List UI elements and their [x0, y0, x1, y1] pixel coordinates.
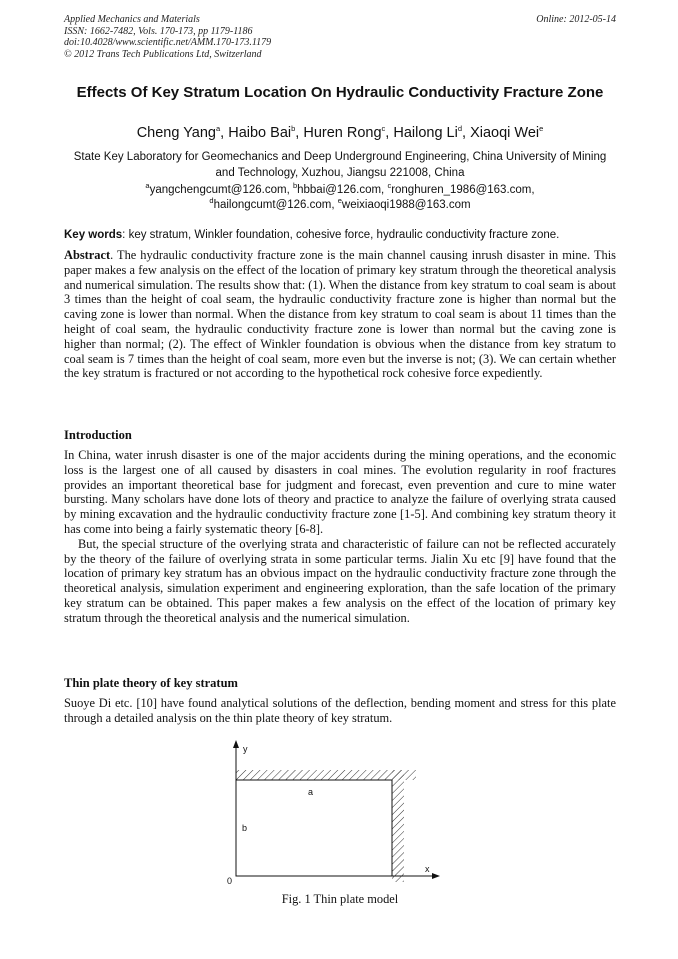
author-name: Hailong Li	[393, 125, 458, 141]
author-list: Cheng Yang$^a$, Haibo Bai$^b$, Huren Rong$^c$, Hailong Li$^d$, Xiaoqi Wei$^e$	[136, 124, 544, 141]
section-heading-introduction: Introduction	[64, 428, 132, 442]
thin-plate-figure	[214, 738, 454, 888]
keywords-label: Key words	[64, 229, 123, 241]
plate-label-a: a	[308, 787, 314, 797]
journal-name: Applied Mechanics and Materials	[64, 14, 200, 25]
author-name: Xiaoqi Wei	[470, 125, 540, 141]
journal-doi[interactable]: doi:10.4028/www.scientific.net/AMM.170-173.1179	[64, 37, 272, 48]
plate-label-b: b	[242, 823, 248, 833]
plate-rectangle	[236, 780, 392, 876]
section-heading-thin-plate: Thin plate theory of key stratum	[64, 676, 238, 690]
x-axis-label: x	[425, 864, 430, 874]
online-date: Online: 2012-05-14	[536, 14, 616, 25]
email-superscript: d	[209, 196, 214, 206]
author-superscript: d	[457, 124, 463, 134]
author-superscript: b	[291, 124, 296, 134]
y-axis-label: y	[243, 744, 248, 754]
email-superscript: b	[292, 181, 298, 191]
abstract: Abstract. The hydraulic conductivity fracture zone is the main channel causing inrush disaster in mine. This paper makes a few analysis on the effect of the location of primary key stratum through the theoretical analysis and numerical simulation. The results show that: (1). When the distance from key stratum to coal seam is about 3 times than the height of coal seam, the hydraulic conductivity fracture zone is higher than normal but the caving zone is lower than normal. When the distance from key stratum to coal seam is about 11 times than the height of coal seam, the hydraulic conductivity fracture zone is lower than normal but the caving zone is higher than normal; (2). The effect of Winkler foundation is obvious when the distance from key stratum to coal seam is 7 times than the height of coal seam, more even but the inverse is not; (3). We can certain whether the key stratum is fractured or not according to the hypothetical rock cohesive force expediently.	[64, 248, 616, 381]
email-address[interactable]: hailongcumt@126.com	[213, 199, 332, 211]
email-address[interactable]: yangchengcumt@126.com	[149, 184, 287, 196]
author-name: Huren Rong	[303, 125, 382, 141]
email-superscript: e	[337, 196, 342, 206]
abstract-label: Abstract	[64, 248, 111, 262]
journal-header	[64, 14, 616, 60]
email-superscript: a	[145, 181, 150, 191]
keywords-text: key stratum, Winkler foundation, cohesive force, hydraulic conductivity fracture zone.	[128, 229, 560, 241]
y-axis-arrow	[233, 740, 239, 748]
author-superscript: e	[539, 124, 544, 134]
author-superscript: a	[216, 124, 221, 134]
keywords: Key words: key stratum, Winkler foundation, cohesive force, hydraulic conductivity fracture zone.	[64, 229, 560, 241]
section-thin-plate	[64, 696, 616, 726]
author-superscript: c	[381, 124, 386, 134]
email-address[interactable]: hbbai@126.com	[297, 184, 382, 196]
paragraph: In China, water inrush disaster is one of the major accidents during the mining operations, and the economic loss is the largest one of all caused by disasters in coal mines. The evolution regularity in roof fractures provides an important theoretical base for judgment and forecast, even prevention and cure to mine water bursting. Many scholars have done lots of theory and practice to analyze the failure of overlying strata caused by mining excavation and the hydraulic conductivity fracture zone [1-5]. And combining key stratum theory it has come into being a fairly systematic theory [6-8].	[64, 448, 616, 536]
affiliation: State Key Laboratory for Geomechanics and Deep Underground Engineering, China University of Mining and Technology, Xuzhou, Jiangsu 221008, China	[73, 151, 607, 179]
email-superscript: c	[387, 181, 392, 191]
email-address[interactable]: weixiaoqi1988@163.com	[341, 199, 471, 211]
paper-title: Effects Of Key Stratum Location On Hydraulic Conductivity Fracture Zone	[76, 84, 604, 101]
paragraph: But, the special structure of the overlying strata and characteristic of failure can not be reflected accurately by the theory of the failure of overlying strata in some particular terms. Jialin Xu etc [9] have found that the location of primary key stratum has an obvious impact on the hydraulic conductivity fracture zone through the theoretical analysis, simulation experiment and engineering exploration, than the safe location of the primary key stratum can be obtained. This paper makes a few analysis on the effect of the location of primary key stratum through the theoretical analysis and the numerical simulation.	[64, 536, 616, 625]
abstract-text: The hydraulic conductivity fracture zone is the main channel causing inrush disaster in mine. This paper makes a few analysis on the effect of the location of primary key stratum through the theoretical analysis and numerical simulation. The results show that: (1). When the distance from key stratum to coal seam is about 3 times than the height of coal seam, the hydraulic conductivity fracture zone is higher than normal but the caving zone is lower than normal. When the distance from key stratum to coal seam is about 11 times than the height of coal seam, the hydraulic conductivity fracture zone is lower than normal but the caving zone is higher than normal; (2). The effect of Winkler foundation is obvious when the distance from key stratum to coal seam is 7 times than the height of coal seam, more even but the inverse is not; (3). We can certain whether the key stratum is fractured or not according to the hypothetical rock cohesive force expediently.	[64, 248, 616, 381]
journal-copyright: © 2012 Trans Tech Publications Ltd, Switzerland	[64, 48, 262, 60]
email-address[interactable]: ronghuren_1986@163.com	[391, 184, 532, 196]
x-axis-arrow	[432, 873, 440, 879]
author-name: Haibo Bai	[228, 125, 292, 141]
paragraph: Suoye Di etc. [10] have found analytical solutions of the deflection, bending moment and stress for this plate through a detailed analysis on the thin plate theory of key stratum.	[64, 696, 616, 725]
hatch-right-edge	[392, 770, 404, 882]
journal-issn: ISSN: 1662-7482, Vols. 170-173, pp 1179-1186	[64, 25, 253, 37]
hatch-top-edge	[236, 770, 416, 780]
origin-label: 0	[227, 876, 233, 886]
author-name: Cheng Yang	[136, 125, 216, 141]
figure-caption: Fig. 1 Thin plate model	[281, 892, 399, 906]
email-list: $^a$yangchengcumt@126.com, $^b$hbbai@126.com, $^c$ronghuren_1986@163.com, $^d$hailongcumt@126.com, $^e$weixiaoqi1988@163.com	[145, 181, 535, 211]
section-introduction	[64, 448, 616, 626]
